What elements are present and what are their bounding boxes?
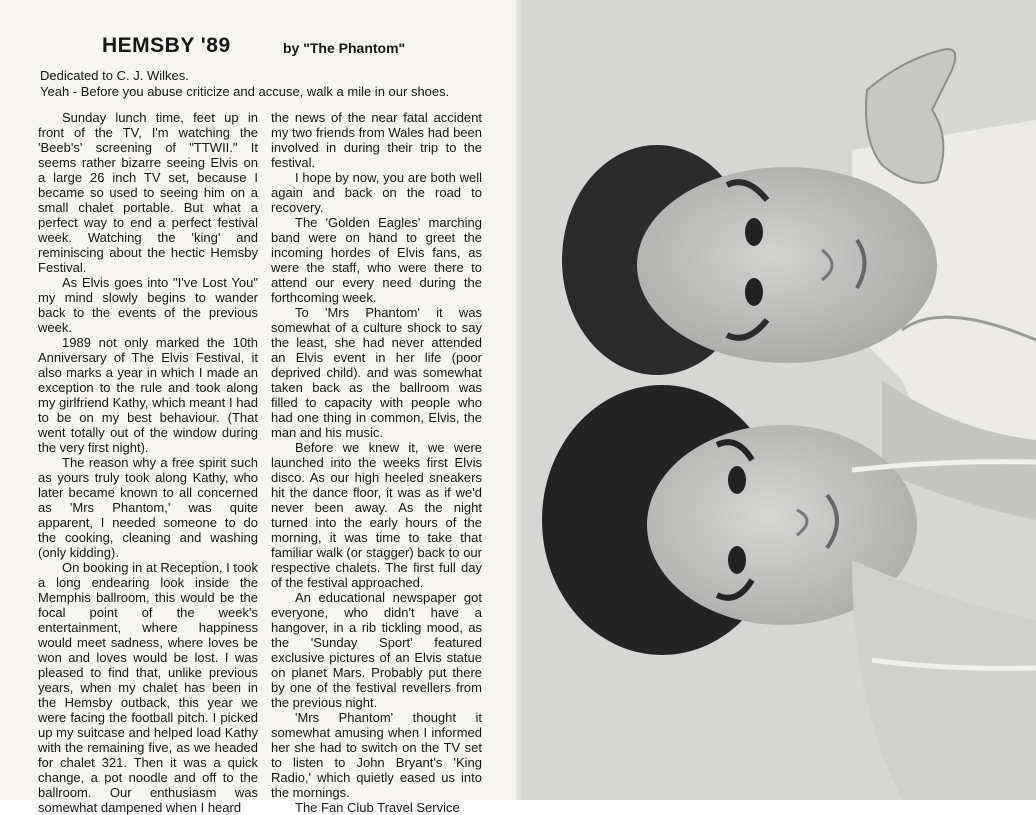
paragraph: An educational newspaper got everyone, who didn't have a hangover, in a rib tickling mood, as the 'Sunday Sport' featured exclusive pictures of an Elvis statue on planet Mars. Probably put there by one of the festival revellers from the previous night. — [271, 590, 482, 710]
paragraph: 'Mrs Phantom' thought it somewhat amusing when I informed her she had to switch on the TV set to listen to John Bryant's 'King Radio,' which quietly eased us into the mornings. — [271, 710, 482, 800]
article-column-right — [271, 110, 482, 815]
paragraph: I hope by now, you are both well again and back on the road to recovery. — [271, 170, 482, 215]
woman-eye-left — [728, 466, 746, 494]
paragraph: The Fan Club Travel Service — [295, 800, 460, 815]
article-column-left — [38, 110, 258, 815]
dedication-line: Dedicated to C. J. Wilkes. — [40, 68, 189, 83]
dedication-quote: Yeah - Before you abuse criticize and accuse, walk a mile in our shoes. — [40, 84, 450, 99]
portrait-photo — [522, 0, 1036, 800]
paragraph: The 'Golden Eagles' marching band were on hand to greet the incoming hordes of Elvis fans, as were the staff, who were there to attend our every need during the forthcoming week. — [271, 215, 482, 305]
paragraph: 1989 not only marked the 10th Anniversary of The Elvis Festival, it also marks a year in which I made an exception to the rule and took along my girlfriend Kathy, which meant I had to be on my best behaviour. (That went totally out of the window during the very first night). — [38, 335, 258, 455]
article-title: HEMSBY '89 — [102, 34, 231, 57]
man-eye-right — [745, 278, 763, 306]
paragraph-continued: the news of the near fatal accident my two friends from Wales had been involved in during their trip to the festival. — [271, 110, 482, 170]
paragraph: Sunday lunch time, feet up in front of the TV, I'm watching the 'Beeb's' screening of "TTWII." It seems rather bizarre seeing Elvis on a large 26 inch TV set, because I became so used to seeing him on a small chalet portable. But what a perfect way to end a perfect festival week. Watching the 'king' and reminiscing about the hectic Hemsby Festival. — [38, 110, 258, 275]
paragraph: On booking in at Reception, I took a long endearing look inside the Memphis ballroom, this would be the focal point of the week's entertainment, where happiness would meet sadness, where loves be won and loves would be lost. I was pleased to find that, unlike previous years, when my chalet has been in the Hemsby outback, this year we were facing the football pitch. I picked up my suitcase and helped load Kathy with the remaining five, as we headed for chalet 321. Then it was a quick change, a pot noodle and off to the ballroom. Our enthusiasm was somewhat dampened when I heard — [38, 560, 258, 815]
paragraph: As Elvis goes into "I've Lost You" my mind slowly begins to wander back to the events of the previous week. — [38, 275, 258, 335]
paragraph: The reason why a free spirit such as yours truly took along Kathy, who later became known to all concerned as 'Mrs Phantom,' was quite apparent, I needed someone to do the cooking, cleaning and washing (only kidding). — [38, 455, 258, 560]
man-eye-left — [745, 218, 763, 246]
man-face — [637, 167, 937, 363]
dedication-block — [40, 68, 480, 100]
photo-page — [522, 0, 1036, 800]
paragraph: To 'Mrs Phantom' it was somewhat of a culture shock to say the least, she had never attended an Elvis event in her life (poor deprived child). and was somewhat taken back as the ballroom was filled to capacity with people who had one thing in common, Elvis, the man and his music. — [271, 305, 482, 440]
woman-eye-right — [728, 546, 746, 574]
paragraph: Before we knew it, we were launched into the weeks first Elvis disco. As our high heeled sneakers hit the dance floor, it was as if we'd never been away. As the night turned into the early hours of the morning, it was time to take that familiar walk (or stagger) back to our respective chalets. The first full day of the festival approached. — [271, 440, 482, 590]
article-byline: by "The Phantom" — [283, 40, 406, 56]
